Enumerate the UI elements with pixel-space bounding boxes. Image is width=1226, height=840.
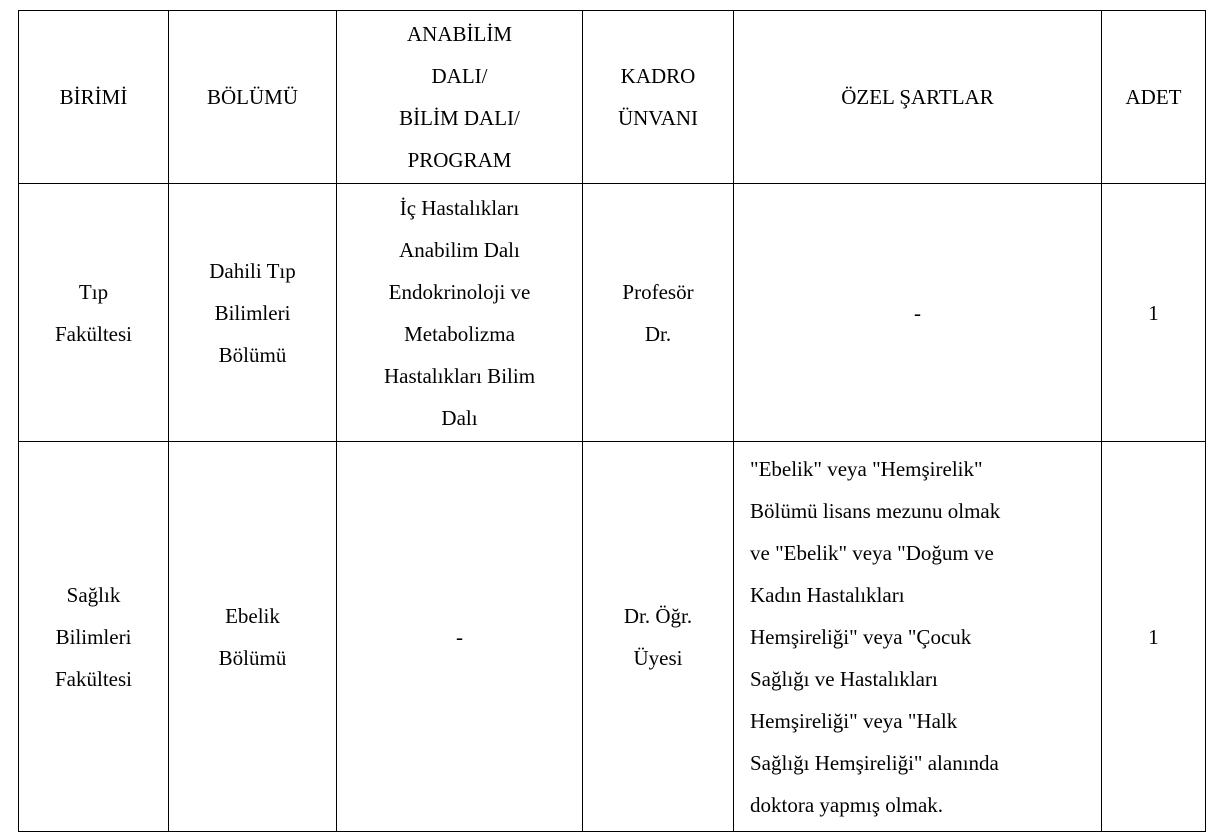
cell-line: Profesör xyxy=(622,279,694,304)
header-anabilim-line: DALI/ xyxy=(431,64,488,88)
cell-line: 1 xyxy=(1148,624,1159,649)
header-birimi-text: BİRİMİ xyxy=(59,85,128,109)
cell-line: Sağlık xyxy=(66,582,121,607)
cell-line: Tıp xyxy=(78,279,109,304)
cell-line: Hemşireliği" veya "Halk xyxy=(750,708,958,733)
cell-line: Kadın Hastalıkları xyxy=(750,582,905,607)
table-row xyxy=(19,184,1206,442)
cell-birimi xyxy=(19,184,169,442)
header-anabilim xyxy=(337,11,583,184)
cell-adet xyxy=(1102,442,1206,832)
cell-line: - xyxy=(914,300,921,325)
header-adet-text: ADET xyxy=(1125,85,1182,109)
header-bolumu xyxy=(169,11,337,184)
cell-line: ve "Ebelik" veya "Doğum ve xyxy=(750,540,994,565)
cell-line: Anabilim Dalı xyxy=(399,237,520,262)
cell-line: Endokrinoloji ve xyxy=(388,279,531,304)
header-ozel-sartlar xyxy=(734,11,1102,184)
cell-line: Üyesi xyxy=(633,645,683,670)
cell-line: Metabolizma xyxy=(404,321,515,346)
cell-line: Sağlığı ve Hastalıkları xyxy=(750,666,938,691)
cell-line: doktora yapmış olmak. xyxy=(750,792,944,817)
header-kadro-line: KADRO xyxy=(620,64,696,88)
cell-bolumu xyxy=(169,442,337,832)
cell-birimi xyxy=(19,442,169,832)
cell-line: Ebelik xyxy=(225,603,280,628)
header-anabilim-line: PROGRAM xyxy=(407,148,512,172)
cell-line: - xyxy=(456,624,463,649)
cell-line: "Ebelik" veya "Hemşirelik" xyxy=(750,456,983,481)
cell-adet xyxy=(1102,184,1206,442)
cell-line: Bilimleri xyxy=(55,624,132,649)
cell-line: Hemşireliği" veya "Çocuk xyxy=(750,624,972,649)
cell-bolumu xyxy=(169,184,337,442)
cell-line: Dr. Öğr. xyxy=(623,603,693,628)
cell-line: Bölümü xyxy=(218,342,287,367)
header-bolumu-text: BÖLÜMÜ xyxy=(206,85,298,109)
cell-line: Dr. xyxy=(644,321,672,346)
cell-anabilim xyxy=(337,184,583,442)
cell-line: Bilimleri xyxy=(214,300,291,325)
cell-line: İç Hastalıkları xyxy=(399,195,520,220)
cell-line: 1 xyxy=(1148,300,1159,325)
header-ozel-sartlar-text: ÖZEL ŞARTLAR xyxy=(841,85,994,109)
cell-line: Dalı xyxy=(441,405,478,430)
header-row xyxy=(19,11,1206,184)
staff-table xyxy=(18,10,1206,832)
header-anabilim-line: BİLİM DALI/ xyxy=(399,106,520,130)
cell-line: Fakültesi xyxy=(55,666,132,691)
cell-ozel-sartlar xyxy=(734,184,1102,442)
cell-kadro xyxy=(583,184,734,442)
cell-line: Fakültesi xyxy=(55,321,132,346)
cell-ozel-sartlar xyxy=(734,442,1102,832)
header-kadro xyxy=(583,11,734,184)
cell-line: Bölümü lisans mezunu olmak xyxy=(750,498,1001,523)
cell-line: Hastalıkları Bilim xyxy=(383,363,536,388)
cell-line: Sağlığı Hemşireliği" alanında xyxy=(750,750,999,775)
header-kadro-line: ÜNVANI xyxy=(617,106,699,130)
header-adet xyxy=(1102,11,1206,184)
header-birimi xyxy=(19,11,169,184)
cell-line: Bölümü xyxy=(218,645,287,670)
table-row xyxy=(19,442,1206,832)
cell-anabilim xyxy=(337,442,583,832)
cell-kadro xyxy=(583,442,734,832)
cell-line: Dahili Tıp xyxy=(209,258,296,283)
header-anabilim-line: ANABİLİM xyxy=(407,22,512,46)
